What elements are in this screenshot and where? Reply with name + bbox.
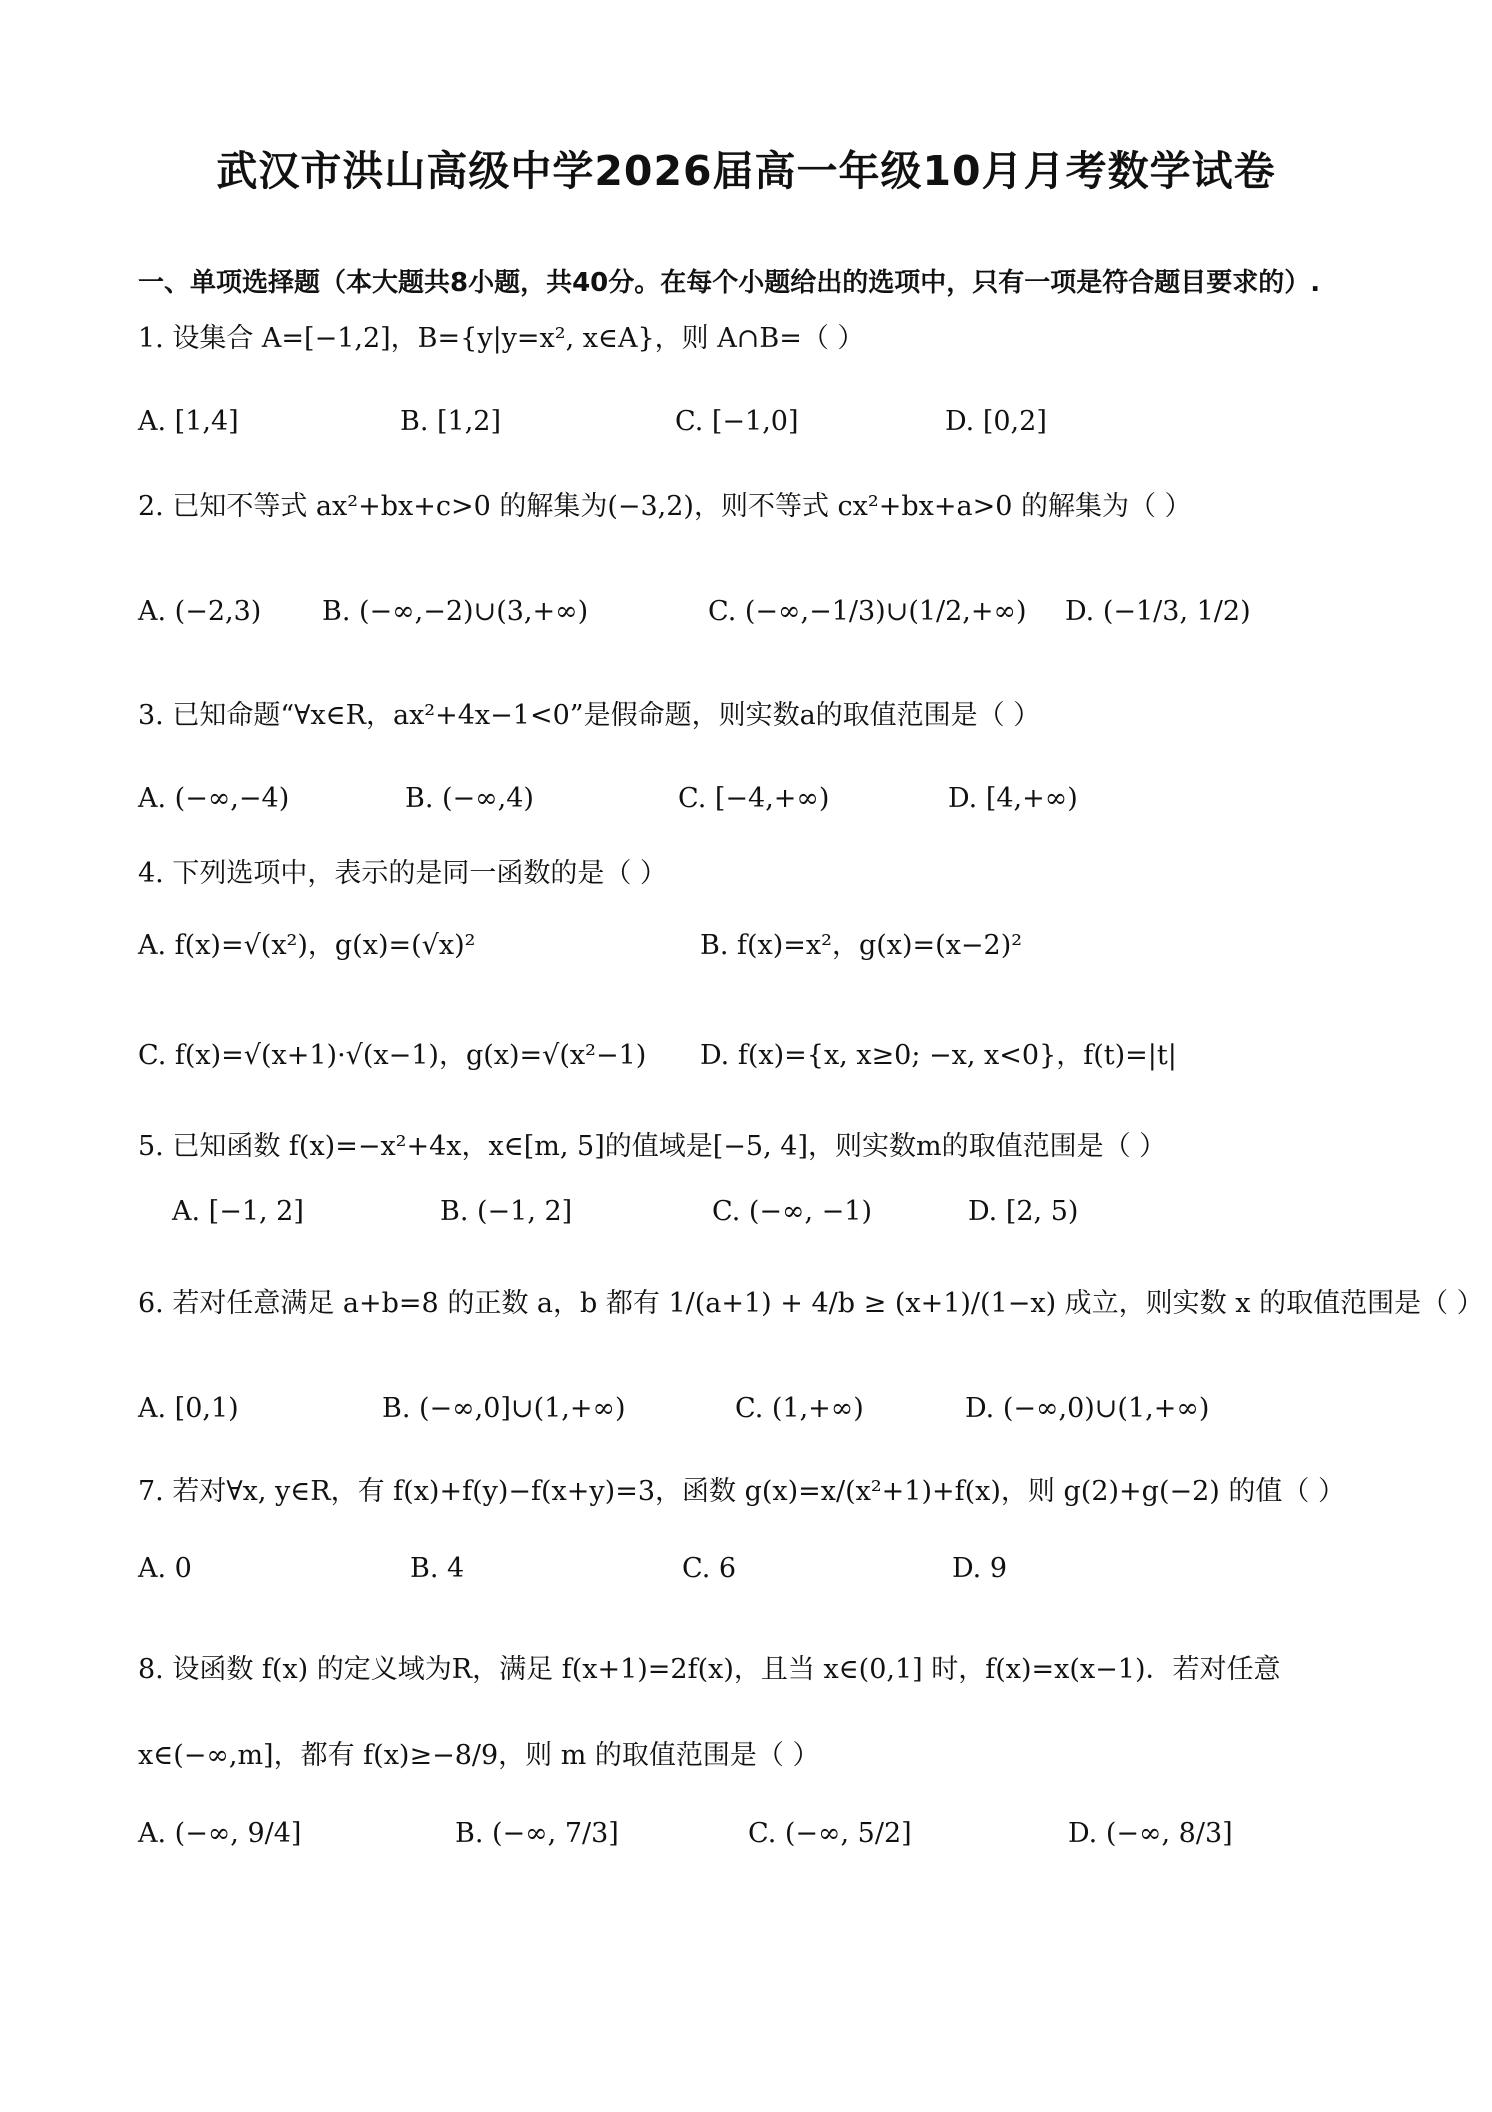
q2-option-b: B. (−∞,−2)∪(3,+∞)	[322, 596, 589, 627]
q8-option-d: D. (−∞, 8/3]	[1068, 1818, 1233, 1849]
question-7-stem: 7. 若对∀x, y∈R，有 f(x)+f(y)−f(x+y)=3，函数 g(x)=x/(x²+1)+f(x)，则 g(2)+g(−2) 的值（ ）	[138, 1476, 1345, 1507]
q5-option-a: A. [−1, 2]	[172, 1196, 304, 1227]
q1-option-c: C. [−1,0]	[675, 406, 799, 437]
q4-option-b: B. f(x)=x²，g(x)=(x−2)²	[700, 930, 1023, 961]
q5-option-b: B. (−1, 2]	[440, 1196, 573, 1227]
q8-option-a: A. (−∞, 9/4]	[138, 1818, 302, 1849]
q5-option-c: C. (−∞, −1)	[712, 1196, 873, 1227]
q1-option-a: A. [1,4]	[138, 406, 239, 437]
q3-option-d: D. [4,+∞)	[948, 783, 1078, 814]
question-4-stem: 4. 下列选项中，表示的是同一函数的是（ ）	[138, 858, 667, 889]
q5-option-d: D. [2, 5)	[968, 1196, 1079, 1227]
question-5-stem: 5. 已知函数 f(x)=−x²+4x，x∈[m, 5]的值域是[−5, 4]，则实数m的取值范围是（ ）	[138, 1131, 1167, 1162]
q1-option-d: D. [0,2]	[945, 406, 1047, 437]
q3-option-a: A. (−∞,−4)	[138, 783, 290, 814]
q3-option-c: C. [−4,+∞)	[678, 783, 830, 814]
q1-option-b: B. [1,2]	[400, 406, 502, 437]
q6-option-a: A. [0,1)	[138, 1393, 239, 1424]
question-2-stem: 2. 已知不等式 ax²+bx+c>0 的解集为(−3,2)，则不等式 cx²+bx+a>0 的解集为（ ）	[138, 491, 1192, 522]
question-8-stem: 8. 设函数 f(x) 的定义域为R，满足 f(x+1)=2f(x)，且当 x∈(0,1] 时，f(x)=x(x−1)．若对任意 x∈(−∞,m]，都有 f(x)≥−8/9，则 m 的取值范围是（ ）	[138, 1654, 1281, 1771]
q2-option-d: D. (−1/3, 1/2)	[1065, 596, 1251, 627]
q4-option-a: A. f(x)=√(x²)，g(x)=(√x)²	[138, 930, 476, 961]
question-6-stem: 6. 若对任意满足 a+b=8 的正数 a，b 都有 1/(a+1) + 4/b ≥ (x+1)/(1−x) 成立，则实数 x 的取值范围是（ ）	[138, 1288, 1484, 1319]
q6-option-c: C. (1,+∞)	[735, 1393, 864, 1424]
q4-option-d: D. f(x)={x, x≥0; −x, x<0}，f(t)=|t|	[700, 1040, 1177, 1071]
q6-option-d: D. (−∞,0)∪(1,+∞)	[965, 1393, 1210, 1424]
question-1-stem: 1. 设集合 A=[−1,2]，B={y|y=x², x∈A}，则 A∩B=（ ）	[138, 323, 865, 354]
question-3-stem: 3. 已知命题“∀x∈R，ax²+4x−1<0”是假命题，则实数a的取值范围是（ ）	[138, 700, 1041, 731]
q7-option-c: C. 6	[682, 1553, 737, 1584]
q4-option-c: C. f(x)=√(x+1)·√(x−1)，g(x)=√(x²−1)	[138, 1040, 647, 1071]
section-heading: 一、单项选择题（本大题共8小题，共40分。在每个小题给出的选项中，只有一项是符合题目要求的）.	[138, 268, 1321, 298]
q7-option-a: A. 0	[138, 1553, 192, 1584]
q6-option-b: B. (−∞,0]∪(1,+∞)	[382, 1393, 626, 1424]
q7-option-b: B. 4	[410, 1553, 465, 1584]
q7-option-d: D. 9	[952, 1553, 1008, 1584]
q3-option-b: B. (−∞,4)	[405, 783, 534, 814]
q2-option-a: A. (−2,3)	[138, 596, 262, 627]
exam-title: 武汉市洪山高级中学2026届高一年级10月月考数学试卷	[216, 147, 1276, 195]
q8-option-b: B. (−∞, 7/3]	[455, 1818, 619, 1849]
q8-option-c: C. (−∞, 5/2]	[748, 1818, 912, 1849]
q2-option-c: C. (−∞,−1/3)∪(1/2,+∞)	[708, 596, 1027, 627]
